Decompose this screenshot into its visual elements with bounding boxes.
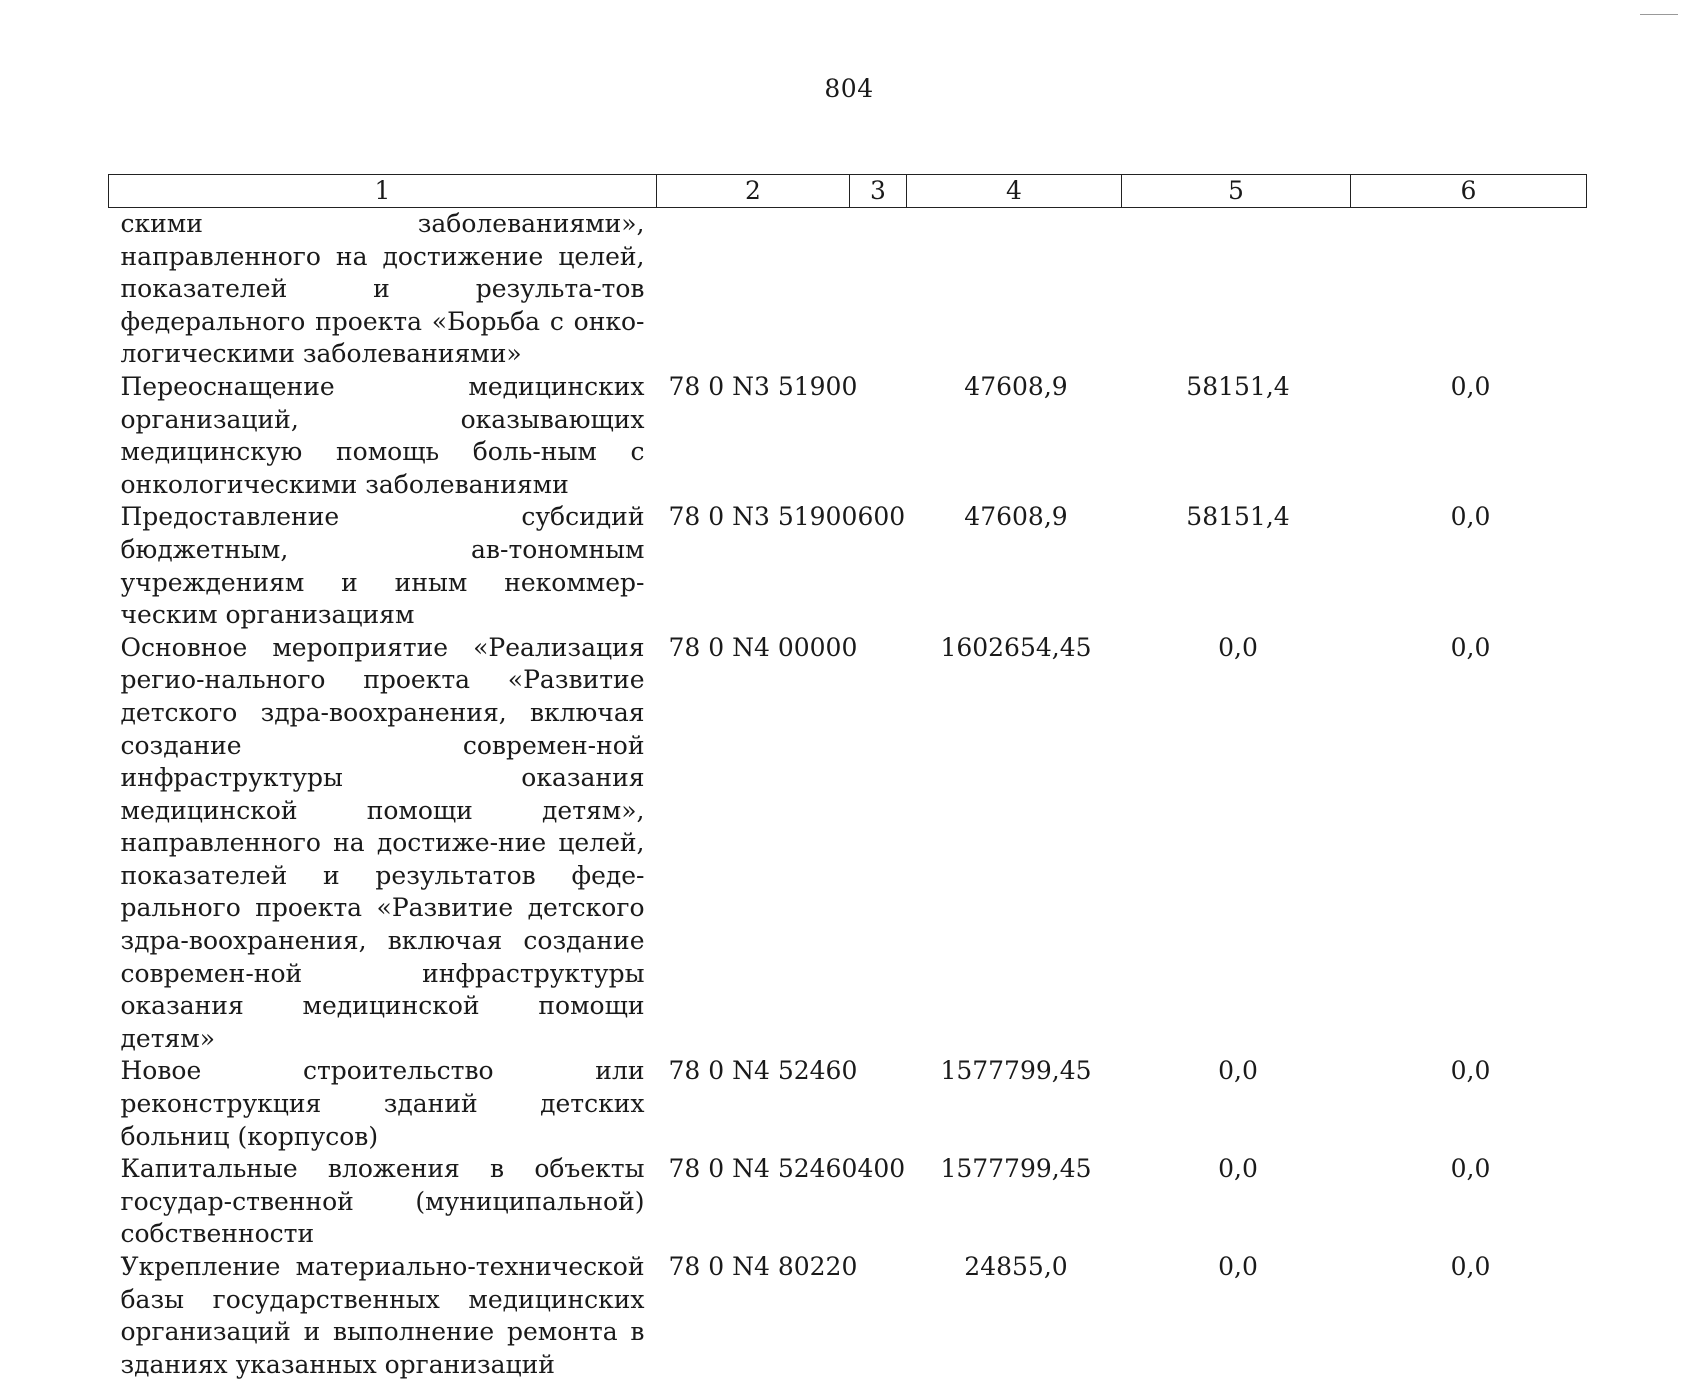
row-vr-code [850,632,907,1056]
row-value-col6: 0,0 [1351,632,1587,1056]
row-value-col4: 1577799,45 [907,1055,1122,1153]
row-vr-code [850,208,907,371]
row-value-col4: 47608,9 [907,501,1122,631]
row-name: скими заболеваниями», направленного на достижение целей, показателей и результа-тов федерального проекта «Борьба с онко-логическими заболеваниями» [109,208,657,371]
row-value-col5: 58151,4 [1122,371,1351,501]
row-name: Переоснащение медицинских организаций, оказывающих медицинскую помощь боль-ным с онкологическими заболеваниями [109,371,657,501]
table-row [109,371,1587,501]
row-vr-code: 600 [850,501,907,631]
row-value-col5: 58151,4 [1122,501,1351,631]
row-value-col5 [1122,208,1351,371]
table-row [109,501,1587,631]
row-value-col4: 24855,0 [907,1251,1122,1381]
row-value-col5: 0,0 [1122,1153,1351,1251]
row-value-col5: 0,0 [1122,632,1351,1056]
row-value-col6: 0,0 [1351,1153,1587,1251]
row-value-col4: 1602654,45 [907,632,1122,1056]
header-col-1: 1 [109,175,657,208]
table-body [109,208,1587,1381]
row-name: Предоставление субсидий бюджетным, ав-тономным учреждениям и иным некоммер-ческим организациям [109,501,657,631]
header-col-3: 3 [850,175,907,208]
row-vr-code [850,371,907,501]
row-csr-code: 78 0 N4 80220 [657,1251,850,1381]
row-value-col4: 47608,9 [907,371,1122,501]
row-value-col4: 1577799,45 [907,1153,1122,1251]
table-row [109,1153,1587,1251]
row-name: Капитальные вложения в объекты государ-ственной (муниципальной) собственности [109,1153,657,1251]
row-name: Укрепление материально-технической базы государственных медицинских организаций и выполнение ремонта в зданиях указанных организаций [109,1251,657,1381]
table-row [109,208,1587,371]
row-value-col5: 0,0 [1122,1055,1351,1153]
row-value-col5: 0,0 [1122,1251,1351,1381]
header-row [109,175,1587,208]
row-value-col6: 0,0 [1351,1055,1587,1153]
row-value-col6: 0,0 [1351,371,1587,501]
table-row [109,1251,1587,1381]
header-col-5: 5 [1122,175,1351,208]
header-col-4: 4 [907,175,1122,208]
row-vr-code: 400 [850,1153,907,1251]
row-name: Новое строительство или реконструкция зданий детских больниц (корпусов) [109,1055,657,1153]
table-row [109,632,1587,1056]
row-csr-code [657,208,850,371]
row-vr-code [850,1251,907,1381]
row-csr-code: 78 0 N4 52460 [657,1055,850,1153]
scan-edge-mark [1640,14,1678,15]
row-value-col6 [1351,208,1587,371]
table-row [109,1055,1587,1153]
row-csr-code: 78 0 N4 00000 [657,632,850,1056]
row-vr-code [850,1055,907,1153]
row-csr-code: 78 0 N3 51900 [657,371,850,501]
row-name: Основное мероприятие «Реализация регио-нального проекта «Развитие детского здра-воохранения, включая создание современ-ной инфраструктуры оказания медицинской помощи детям», направленного на достиже-ние целей, показателей и результатов феде-рального проекта «Развитие детского здра-воохранения, включая создание современ-ной инфраструктуры оказания медицинской помощи детям» [109,632,657,1056]
header-col-6: 6 [1351,175,1587,208]
table-header [109,175,1587,208]
row-value-col6: 0,0 [1351,501,1587,631]
row-value-col6: 0,0 [1351,1251,1587,1381]
row-csr-code: 78 0 N3 51900 [657,501,850,631]
page-number: 804 [0,74,1698,103]
row-csr-code: 78 0 N4 52460 [657,1153,850,1251]
row-value-col4 [907,208,1122,371]
header-col-2: 2 [657,175,850,208]
